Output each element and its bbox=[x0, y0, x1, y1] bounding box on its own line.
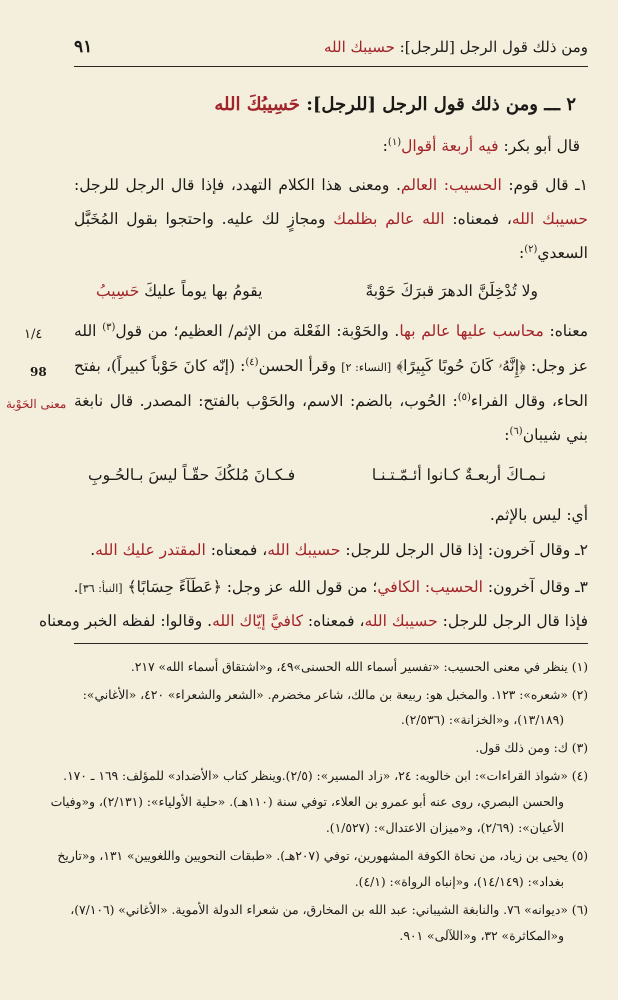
footnote-ref-3: (٣) bbox=[102, 322, 116, 333]
l2-d: ومجازٍ لك عليه. واحتجوا بقول المُخَبَّل bbox=[74, 210, 326, 228]
footnote-4-cont-1: والحسن البصري، روى عنه أبو عمرو بن العلاء، توفي سنة (١١٠هـ). «حلية الأولياء»: (٢/١٣١)، و«وفيات bbox=[50, 795, 564, 809]
section-heading-highlight: حَسِيبُكَ الله bbox=[214, 94, 300, 115]
l11-a: فإذا قال الرجل للرجل: bbox=[442, 612, 588, 630]
l4-d: الله bbox=[74, 322, 97, 341]
l3-a: السعدي bbox=[537, 244, 588, 263]
manuscript-folio-ref: ١/٤ bbox=[24, 327, 43, 342]
margin-gloss: معنى الحَوْبة bbox=[6, 397, 67, 411]
intro-highlight: فيه أربعة أقوال bbox=[401, 137, 499, 156]
l10-c: ؛ من قول الله عز وجل: ﴿عَطَآءً حِسَابًا﴾ bbox=[127, 578, 378, 596]
l7-b: : bbox=[504, 426, 510, 445]
l5-b: وقرأ الحسن bbox=[258, 357, 337, 376]
footnote-ref-6: (٦) bbox=[509, 426, 523, 437]
l9-e: . bbox=[90, 541, 96, 559]
l9-a: ٢ـ وقال آخرون: إذا قال الرجل للرجل: bbox=[345, 541, 588, 559]
l5-c: : (إنّه كانَ حَوْباً كبيراً)، بفتح bbox=[74, 357, 246, 376]
l4-c: . والحَوْبة: الفَعْلة من الإثم/ العظيم؛ من قول bbox=[115, 322, 400, 341]
l1-c: . ومعنى هذا الكلام التهدد، فإذا قال الرجل للرجل: bbox=[74, 176, 401, 194]
running-title-highlight: حسيبك الله bbox=[324, 38, 395, 56]
page-number: ٩١ bbox=[74, 37, 93, 57]
l11-d: كافيَّ إيّاك الله bbox=[212, 612, 303, 630]
l3-b: : bbox=[518, 244, 525, 263]
verse-2-second-hemistich: فـكـانَ مُلكُكَ حقّـاً ليسَ بـالحُـوبِ bbox=[88, 466, 296, 484]
l9-c: ، فمعناه: bbox=[210, 541, 268, 559]
footnote-5: (٥) يحيى بن زياد، من نحاة الكوفة المشهورين، توفي (٢٠٧هـ). «طبقات النحويين واللغويين» ١٣١، و«تاريخ bbox=[57, 849, 588, 863]
l4-b: محاسب عليها عالم بها bbox=[399, 322, 544, 341]
l1-b: الحسيب: العالم bbox=[400, 176, 502, 194]
footnote-4: (٤) «شواذ القراءات»: ابن خالويه: ٢٤، «زاد المسير»: (٢/٥).وينظر كتاب «الأضداد» للمؤلف: ١٦٩ ـ ١٧٠. bbox=[63, 769, 588, 783]
l1-a: ١ـ قال قوم: bbox=[508, 176, 588, 194]
l5-citation: [النساء: ٢] bbox=[341, 361, 392, 375]
verse-1-first-hemistich: ولا تُدْخِلَنَّ الدهرَ قبرَكَ حَوْبةً bbox=[365, 282, 538, 300]
text-line-8: أي: ليس بالإثم. bbox=[489, 506, 588, 524]
footnote-5-cont: بغداد»: (١٤/١٤٩)، و«إنباه الرواة»: (٤/١). bbox=[354, 875, 564, 889]
l11-b: حسيبك الله bbox=[364, 612, 438, 630]
l6-a: الحاء، وقال الفراء bbox=[470, 392, 588, 411]
l10-b: الحسيب: الكافي bbox=[377, 578, 483, 596]
intro-text: قال أبو بكر: bbox=[503, 137, 580, 156]
footnote-2: (٢) «شعره»: ١٢٣. والمخبل هو: ربيعة بن مالك، شاعر مخضرم. «الشعر والشعراء» ٤٢٠، «الأغاني»: bbox=[82, 688, 588, 702]
l4-a: معناه: bbox=[549, 322, 588, 341]
footnote-ref-1: (١) bbox=[387, 137, 402, 148]
section-heading-text: ٢ ـــ ومن ذلك قول الرجل [للرجل]: bbox=[306, 94, 576, 115]
footnote-1: (١) ينظر في معنى الحسيب: «تفسير أسماء الله الحسنى»٤٩، و«اشتقاق أسماء الله» ٢١٧. bbox=[130, 660, 588, 674]
l2-b: ، فمعناه: bbox=[452, 210, 512, 228]
verse-2-first-hemistich: نـمـاكَ أربعـةٌ كـانوا أئـمّـتـنـا bbox=[371, 466, 546, 484]
l9-b: حسيبك الله bbox=[267, 541, 341, 559]
l9-d: المقتدر عليك الله bbox=[95, 541, 206, 559]
l10-citation: [النبأ: ٣٦] bbox=[78, 582, 123, 595]
footnote-ref-5: (٥) bbox=[457, 392, 471, 403]
l7-a: بني شيبان bbox=[522, 426, 588, 445]
verse-1-second-a: يقومُ بها يوماً عليكَ bbox=[144, 282, 263, 300]
running-title-text: ومن ذلك قول الرجل [للرجل]: bbox=[399, 38, 588, 56]
l10-d: . bbox=[73, 578, 79, 596]
l2-a: حسيبك الله bbox=[511, 210, 588, 228]
footnote-ref-2: (٢) bbox=[524, 244, 538, 255]
manuscript-page-ref: 98 bbox=[30, 365, 47, 379]
footnote-2-cont: (١٣/١٨٩)، و«الخزانة»: (٢/٥٣٦). bbox=[400, 713, 564, 727]
l11-e: . وقالوا: لفظه الخبر ومعناه bbox=[38, 612, 213, 630]
footnote-6: (٦) «ديوانه» ٧٦. والنابغة الشيباني: عبد الله بن المخارق، من شعراء الدولة الأموية. «الأغاني» (٧/١٠٦)، bbox=[70, 903, 588, 917]
l5-a: عز وجل: ﴿إِنَّهُۥ كَانَ حُوبًا كَبِيرًا﴾ bbox=[396, 357, 588, 376]
footnote-4-cont-2: الأعيان»: (٢/٦٩)، و«ميزان الاعتدال»: (١/٥٢٧). bbox=[325, 821, 564, 835]
intro-end: : bbox=[382, 137, 388, 156]
footnotes bbox=[50, 0, 588, 1000]
footnote-6-cont: و«المكاثرة» ٣٢، و«اللآلى» ٩٠١. bbox=[399, 929, 564, 943]
footnote-3: (٣) ك: ومن ذلك قول. bbox=[475, 741, 588, 755]
verse-1-second-b: حَسِيبُ bbox=[96, 282, 140, 300]
l2-c: الله عالم بظلمك bbox=[333, 210, 445, 228]
l6-b: : الحُوب، بالضم: الاسم، والحَوْب بالفتح: المصدر. قال نابغة bbox=[74, 392, 458, 411]
l10-a: ٣ـ وقال آخرون: bbox=[487, 578, 588, 596]
l11-c: ، فمعناه: bbox=[307, 612, 365, 630]
footnote-ref-4: (٤) bbox=[245, 357, 259, 368]
